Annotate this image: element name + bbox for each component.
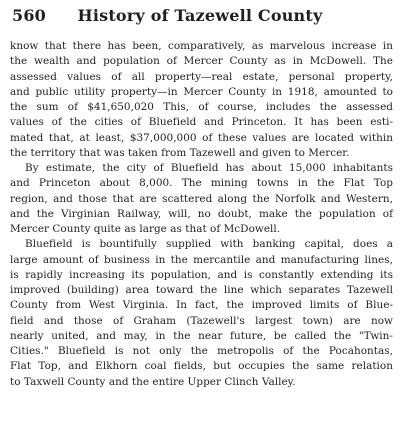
- text-line: the sum of $41,650,020 This, of course, includes the assessed: [10, 101, 393, 113]
- text-line: field and those of Graham (Tazewell's largest town) are now: [10, 314, 393, 327]
- body-text: [10, 39, 393, 390]
- text-line: know that there has been, comparatively, as marvelous increase in: [10, 40, 393, 52]
- text-line: County from West Virginia. In fact, the improved limits of Blue-: [10, 299, 393, 312]
- text-line: and public utility property—in Mercer County in 1918, amounted to: [10, 85, 393, 98]
- text-line: Bluefield is bountifully supplied with banking capital, does a: [25, 238, 393, 251]
- text-line: to Taxwell County and the entire Upper Clinch Valley.: [10, 375, 296, 388]
- text-line: improved (building) area toward the line which separates Tazewell: [10, 284, 393, 296]
- text-line: and the Virginian Railway, will, no doubt, make the population of: [10, 207, 393, 220]
- text-line: the wealth and population of Mercer County as in McDowell. The: [10, 55, 393, 68]
- page-number: 560: [12, 6, 46, 25]
- text-line: values of the cities of Bluefield and Princeton. It has been esti-: [10, 116, 393, 129]
- text-line: assessed values of all property—real estate, personal property,: [10, 70, 393, 83]
- text-line: is rapidly increasing its population, and is constantly extending its: [10, 268, 393, 281]
- text-line: nearly united, and may, in the near future, be called the "Twin-: [10, 329, 393, 342]
- text-line: Cities." Bluefield is not only the metropolis of the Pocahontas,: [10, 345, 393, 357]
- text-line: and Princeton about 8,000. The mining towns in the Flat Top: [10, 177, 393, 190]
- text-line: Flat Top, and Elkhorn coal fields, but occupies the same relation: [10, 360, 393, 373]
- running-title: History of Tazewell County: [77, 6, 323, 25]
- running-header: [10, 4, 390, 28]
- text-line: the territory that was taken from Tazewell and given to Mercer.: [10, 146, 350, 159]
- text-line: region, and those that are scattered along the Norfolk and Western,: [10, 192, 393, 205]
- text-line: Mercer County quite as large as that of McDowell.: [10, 223, 281, 235]
- text-line: large amount of business in the mercantile and manufacturing lines,: [10, 253, 393, 266]
- text-line: mated that, at least, $37,000,000 of these values are located within: [10, 131, 393, 144]
- text-line: By estimate, the city of Bluefield has about 15,000 inhabitants: [25, 162, 393, 174]
